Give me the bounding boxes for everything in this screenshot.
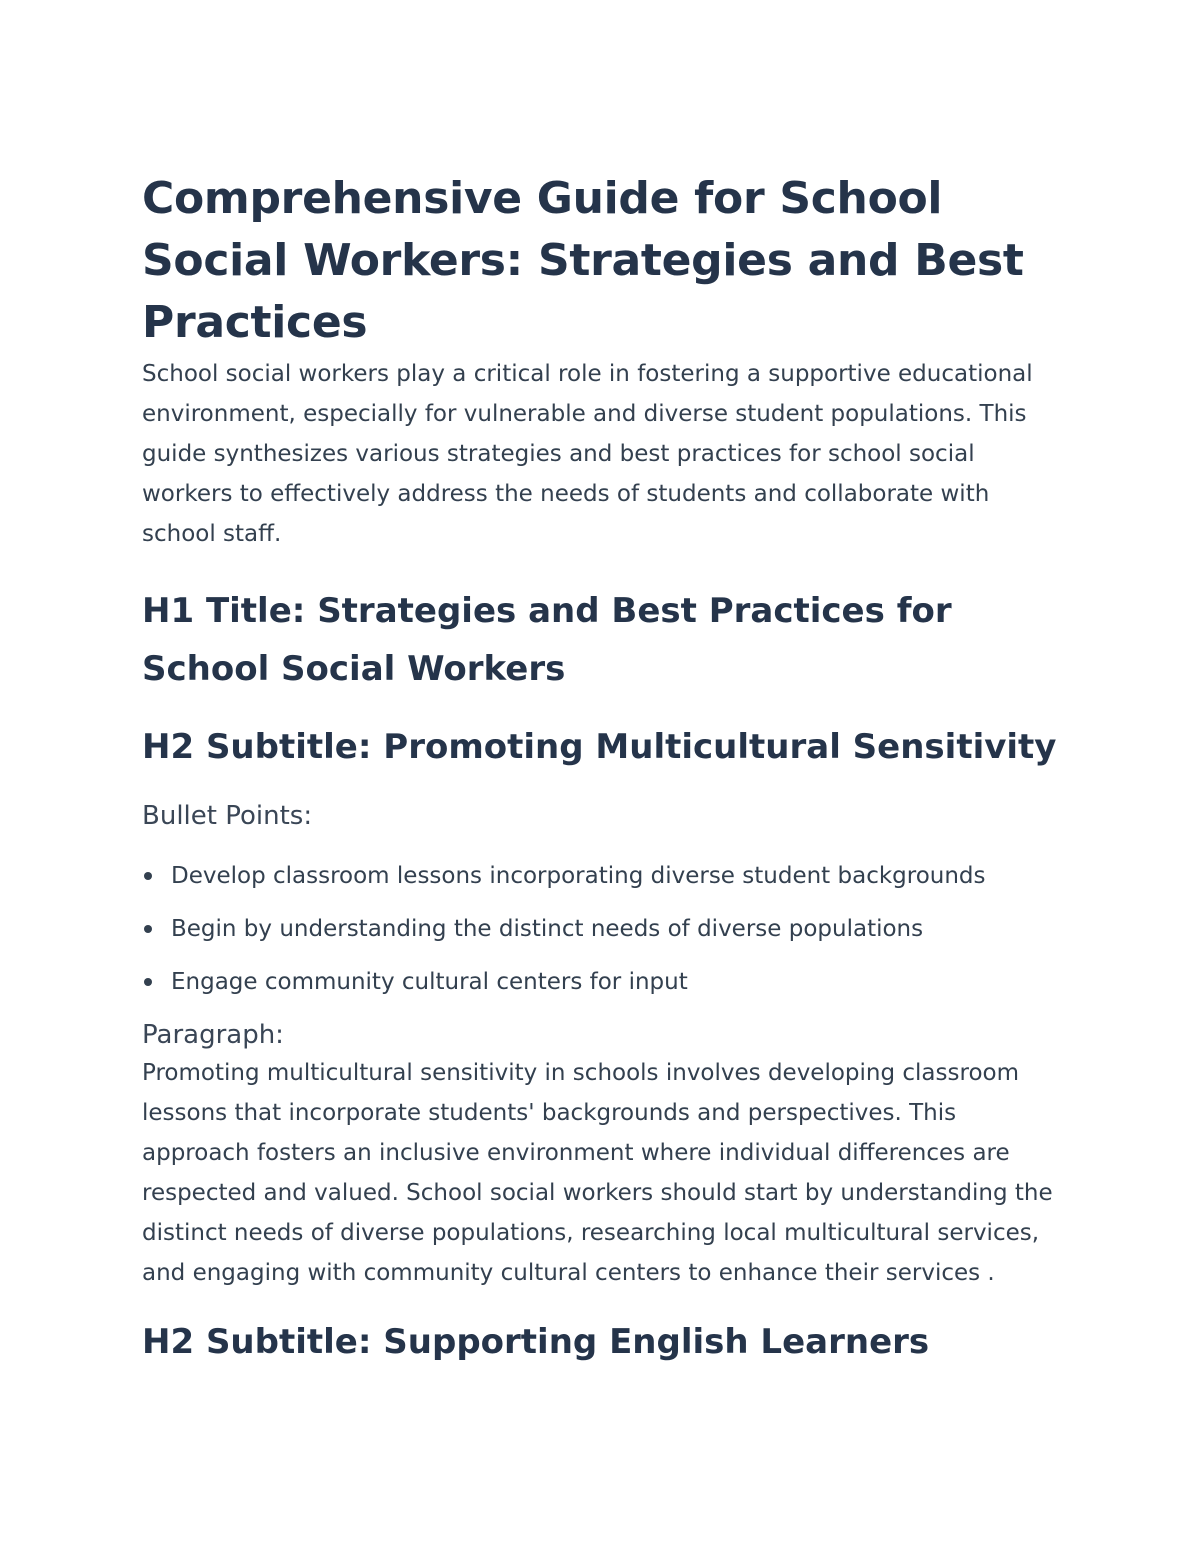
h1-title-heading: H1 Title: Strategies and Best Practices for School Social Workers — [142, 591, 952, 689]
bullet-list — [142, 858, 1062, 1000]
section-heading-english-learners: H2 Subtitle: Supporting English Learners — [142, 1322, 930, 1362]
section-heading-multicultural: H2 Subtitle: Promoting Multicultural Sensitivity — [142, 727, 1057, 767]
bullet-icon — [144, 978, 152, 986]
bullet-points-label: Bullet Points: — [142, 801, 313, 831]
bullet-icon — [144, 872, 152, 880]
list-item-text: Engage community cultural centers for input — [171, 969, 688, 995]
list-item-text: Develop classroom lessons incorporating diverse student backgrounds — [171, 863, 986, 889]
intro-paragraph: School social workers play a critical role in fostering a supportive educational environment, especially for vulnerable and diverse student populations. This guide synthesizes various strategies and best practices for school social workers to effectively address the needs of students and collaborate with school staff. — [142, 361, 1033, 547]
list-item-text: Begin by understanding the distinct needs of diverse populations — [171, 916, 924, 942]
list-item — [142, 911, 1062, 947]
bullet-icon — [144, 925, 152, 933]
paragraph-label: Paragraph: — [142, 1020, 284, 1050]
list-item — [142, 858, 1062, 894]
document-page — [142, 168, 1062, 1365]
document-title: Comprehensive Guide for School Social Workers: Strategies and Best Practices — [142, 173, 1024, 348]
list-item — [142, 964, 1062, 1000]
multicultural-paragraph: Promoting multicultural sensitivity in schools involves developing classroom lessons that incorporate students' backgrounds and perspectives. This approach fosters an inclusive environment where individual differences are respected and valued. School social workers should start by understanding the distinct needs of diverse populations, researching local multicultural services, and engaging with community cultural centers to enhance their services . — [142, 1060, 1053, 1286]
